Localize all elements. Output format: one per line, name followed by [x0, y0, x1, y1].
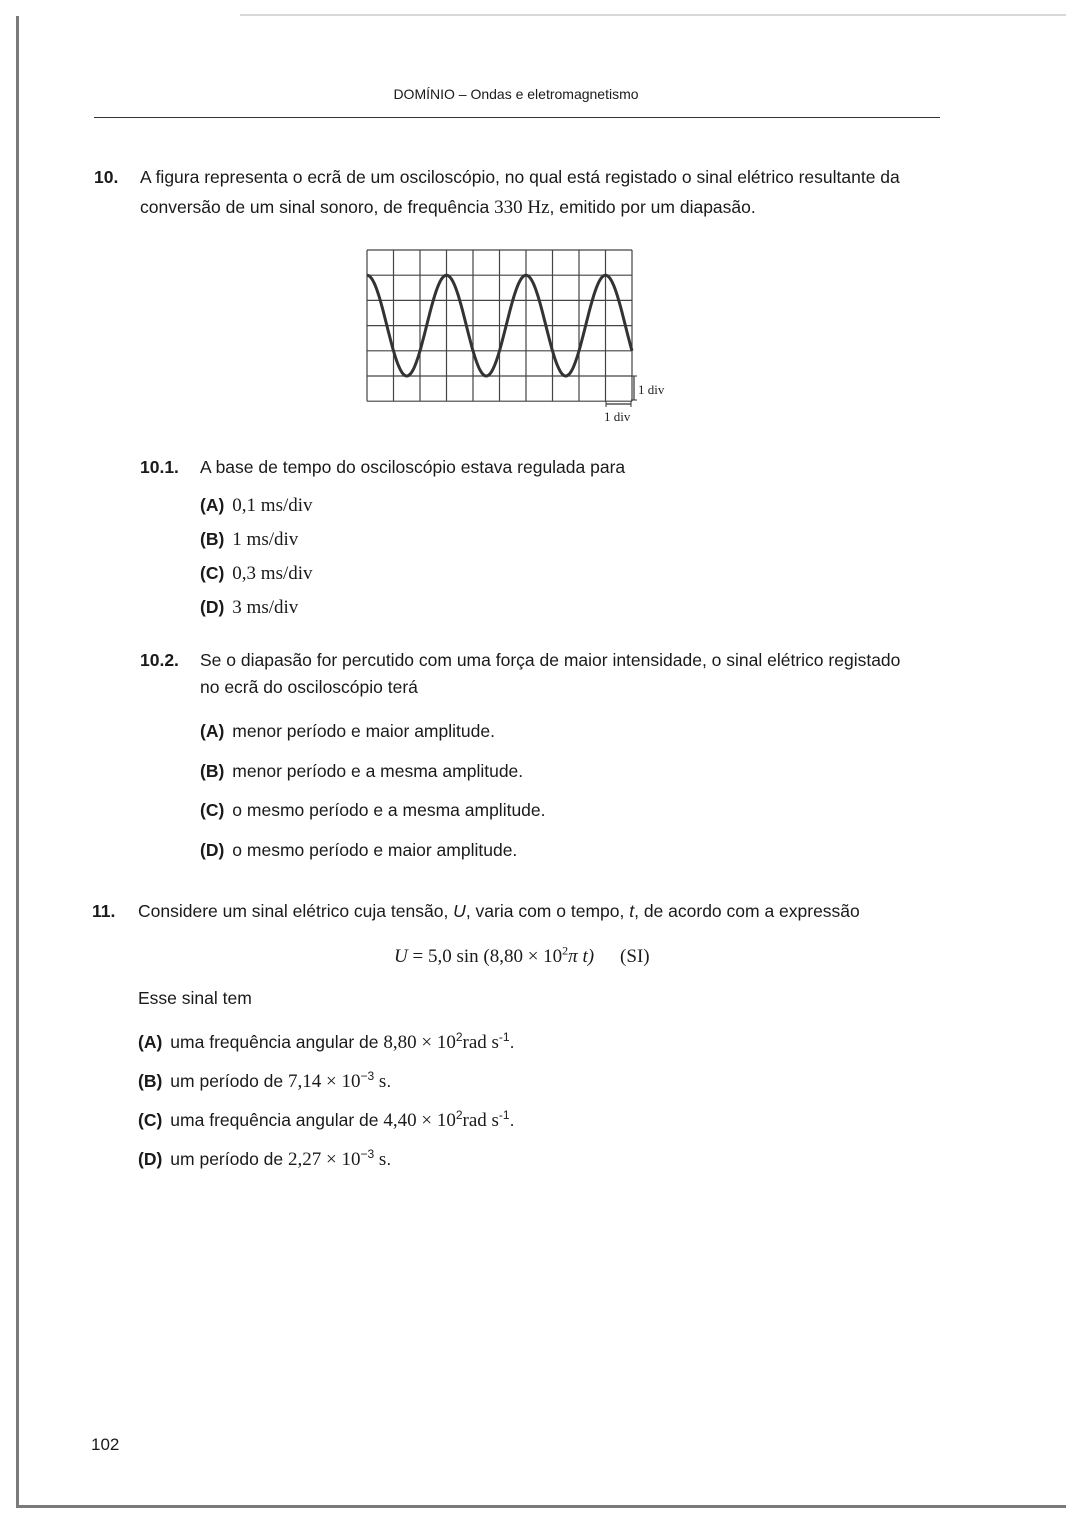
- q10-1-option-a[interactable]: (A) 0,1 ms/div: [200, 495, 313, 516]
- q10-2-text-line2: no ecrã do osciloscópio terá: [200, 677, 418, 697]
- q11-option-c[interactable]: (C) uma frequência angular de $4,40 \times 10^2rad$ $s^{-1}$.: [138, 1108, 515, 1131]
- q11-option-d[interactable]: (D) um período de $2,27 \times 10^{-3}$ s.: [138, 1147, 392, 1170]
- q10-text-line1: A figura representa o ecrã de um osciloscópio, no qual está registado o sinal elétrico resultante da: [140, 167, 900, 187]
- q10-2-option-d[interactable]: (D) o mesmo período e maior amplitude.: [200, 840, 518, 860]
- q10-1-option-d[interactable]: (D) 3 ms/div: [200, 597, 299, 618]
- q11-option-b[interactable]: (B) um período de $7,14 \times 10^{-3}$ s.: [138, 1069, 392, 1092]
- oscilloscope-grid: [367, 250, 632, 401]
- q10-1-text: A base de tempo do osciloscópio estava regulada para: [200, 457, 626, 477]
- q10-1-option-b[interactable]: (B) 1 ms/div: [200, 529, 299, 550]
- q10-2-option-c[interactable]: (C) o mesmo período e a mesma amplitude.: [200, 800, 546, 820]
- q11-text: Considere um sinal elétrico cuja tensão, U, varia com o tempo, t, de acordo com a expressão: [138, 901, 860, 921]
- q10-1-option-c[interactable]: (C) 0,3 ms/div: [200, 563, 313, 584]
- oscilloscope-screen: [340, 240, 680, 430]
- q11-number: 11.: [92, 901, 116, 921]
- voltage-equation: U = 5,0 $\sin (8,80 \times 10^2\pi$ t) (SI): [394, 943, 650, 967]
- vertical-scale-marker: [631, 376, 665, 400]
- q10-2-option-b[interactable]: (B) menor período e a mesma amplitude.: [200, 761, 524, 781]
- q10-2-text-line1: Se o diapasão for percutido com uma força de maior intensidade, o sinal elétrico registado: [200, 650, 901, 670]
- q10-2-option-a[interactable]: (A) menor período e maior amplitude.: [200, 721, 495, 741]
- running-header: DOMÍNIO – Ondas e eletromagnetismo: [393, 86, 639, 102]
- horizontal-scale-marker: [604, 401, 631, 424]
- q10-text-line2: conversão de um sinal sonoro, de frequência 330 Hz, emitido por um diapasão.: [140, 197, 756, 218]
- page-number: 102: [91, 1435, 120, 1454]
- horizontal-scale-label: 1 div: [604, 409, 631, 424]
- page-border-left: [16, 16, 19, 1508]
- q10-1-number: 10.1.: [140, 457, 179, 477]
- page-border-top: [240, 14, 1066, 16]
- frequency-value: 330 Hz: [494, 197, 550, 218]
- header-rule: [94, 117, 940, 118]
- q11-option-a[interactable]: (A) uma frequência angular de $8,80 \times 10^2rad$ $s^{-1}$.: [138, 1030, 515, 1053]
- vertical-scale-label: 1 div: [638, 382, 665, 397]
- q10-2-number: 10.2.: [140, 650, 179, 670]
- oscilloscope-figure: [340, 240, 680, 435]
- q10-number: 10.: [94, 167, 119, 187]
- q11-lead: Esse sinal tem: [138, 988, 252, 1008]
- page-border-bottom: [16, 1505, 1066, 1508]
